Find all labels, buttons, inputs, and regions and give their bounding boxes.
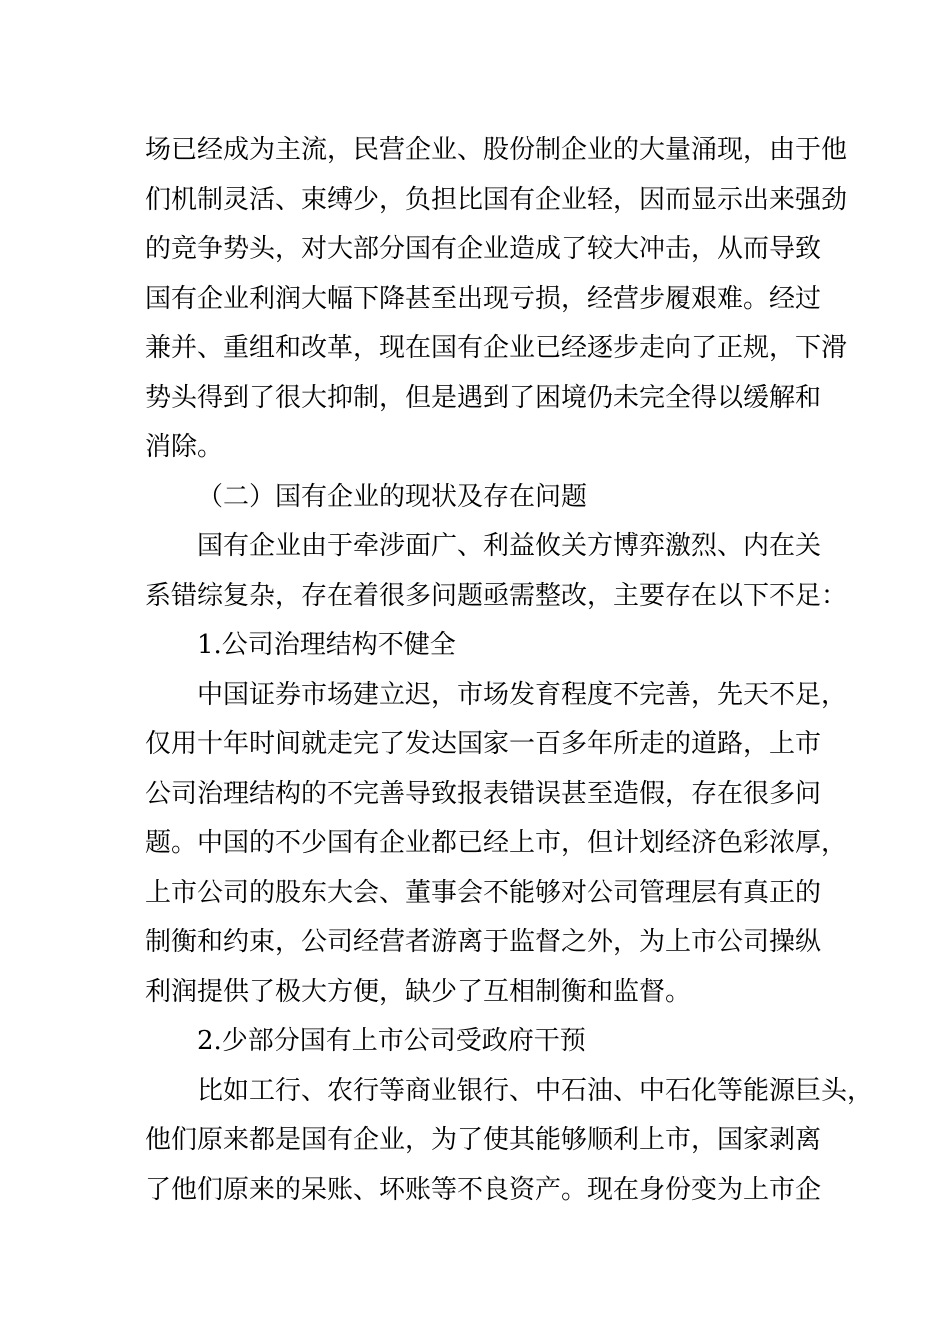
text-line: 们机制灵活、束缚少，负担比国有企业轻，因而显示出来强劲 [145,184,848,215]
text-line: 消除。 [145,432,224,462]
section-heading [145,621,807,671]
text-line: 中国证券市场建立迟，市场发育程度不完善，先天不足， [197,679,848,710]
section-heading [145,473,807,523]
text-line: 国有企业由于牵涉面广、利益攸关方博弈激烈、内在关 [197,531,822,561]
text-line: 势头得到了很大抑制，但是遇到了困境仍未完全得以缓解和 [145,382,822,413]
body-paragraph [145,126,848,473]
text-line: 了他们原来的呆账、坏账等不良资产。现在身份变为上市企 [145,1174,822,1205]
text-line: 兼并、重组和改革，现在国有企业已经逐步走向了正规，下滑 [145,333,848,363]
text-line: 系错综复杂，存在着很多问题亟需整改，主要存在以下不足： [145,580,848,611]
body-paragraph [145,671,848,1018]
text-line: 比如工行、农行等商业银行、中石油、中石化等能源巨头， [197,1075,874,1106]
body-paragraph [145,522,848,621]
text-line: 上市公司的股东大会、董事会不能够对公司管理层有真正的 [145,877,822,908]
text-line: 他们原来都是国有企业，为了使其能够顺利上市，国家剥离 [145,1125,822,1155]
text-line: 公司治理结构的不完善导致报表错误甚至造假，存在很多问 [145,778,822,809]
text-line: 场已经成为主流，民营企业、股份制企业的大量涌现，由于他 [145,135,848,165]
text-line: 利润提供了极大方便，缺少了互相制衡和监督。 [145,976,692,1007]
text-line: 题。中国的不少国有企业都已经上市，但计划经济色彩浓厚， [145,828,848,858]
text-line: （二）国有企业的现状及存在问题 [197,481,588,512]
text-line: 的竞争势头，对大部分国有企业造成了较大冲击，从而导致 [145,234,822,264]
text-line: 制衡和约束，公司经营者游离于监督之外，为上市公司操纵 [145,927,822,957]
document-body [145,126,874,1215]
section-heading [145,1017,807,1067]
text-line: 1.公司治理结构不健全 [197,630,456,660]
text-line: 2.少部分国有上市公司受政府干预 [197,1026,586,1056]
body-paragraph [145,1067,874,1216]
text-line: 仅用十年时间就走完了发达国家一百多年所走的道路，上市 [145,729,822,759]
text-line: 国有企业利润大幅下降甚至出现亏损，经营步履艰难。经过 [145,283,822,314]
